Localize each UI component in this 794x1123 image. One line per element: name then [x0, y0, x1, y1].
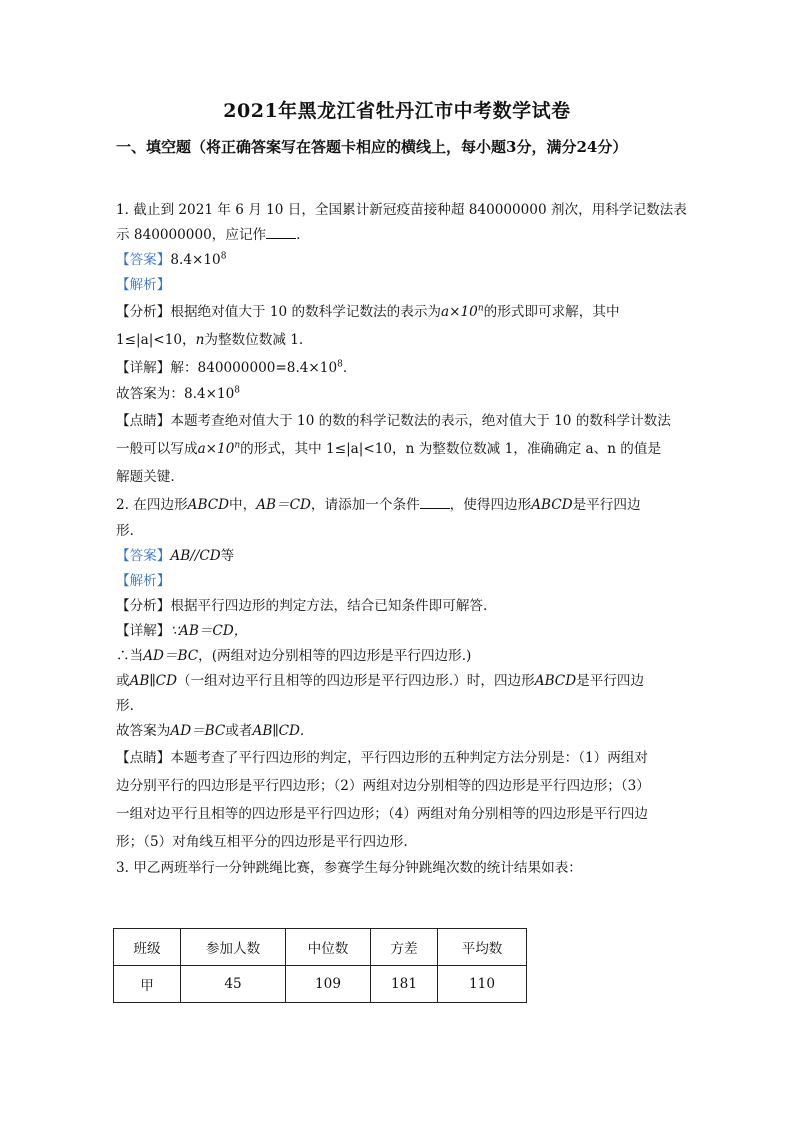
q2-result-a: 故答案为 — [116, 723, 171, 739]
q2-detail-text: ∵AB＝CD， — [170, 623, 248, 639]
q1-dianjing-1 — [116, 407, 682, 435]
q1-detail-end: . — [342, 360, 348, 376]
q2-fenxi-tag: 【分析】 — [116, 598, 171, 614]
table-header-cell: 方差 — [371, 929, 438, 966]
q1-dianjing-2 — [116, 435, 682, 463]
q2-line-2: 形. — [116, 523, 134, 539]
q2-analysis-label: 【解析】 — [116, 573, 171, 589]
q1-detail-tag: 【详解】 — [116, 360, 171, 376]
q1-answer — [116, 248, 682, 273]
q2-dianjing-2: 边分别平行的四边形是平行四边形；（2）两组对边分别相等的四边形是平行四边形；（3） — [116, 778, 650, 794]
q2-fenxi — [116, 594, 682, 619]
q1-analysis-tag — [116, 273, 682, 298]
q2-result-e: . — [299, 723, 305, 739]
table-header-cell: 参加人数 — [181, 929, 286, 966]
q2-detail-tag: 【详解】 — [116, 623, 171, 639]
q2-text-a: 2. 在四边形 — [116, 497, 188, 513]
q2-result — [116, 719, 682, 744]
q1-fenxi-range: 1≤|a|<10， — [116, 332, 196, 348]
q1-dianjing-formula-exp: n — [234, 440, 241, 451]
q1-dianjing-line-2a: 一般可以写成 — [116, 441, 198, 457]
q2-abcd-2: ABCD — [531, 497, 573, 513]
q1-dianjing-formula: a×10 — [197, 441, 235, 457]
q2-d1a: ∴当 — [116, 648, 144, 664]
q1-answer-value: 8.4×10 — [170, 252, 221, 268]
q1-fenxi-range-end: 为整数位数减 1. — [204, 332, 304, 348]
q2-detail-line-1 — [116, 644, 682, 669]
q1-fenxi-formula: a×10 — [441, 304, 478, 320]
q1-fenxi-text-1: 根据绝对值大于 10 的数科学记数法的表示为 — [170, 304, 442, 320]
q2-d1c: ，(两组对边分别相等的四边形是平行四边形.) — [198, 648, 472, 664]
q2-result-b: AD＝BC — [170, 723, 226, 739]
table-cell: 110 — [438, 966, 527, 1003]
page-title: 2021年黑龙江省牡丹江市中考数学试卷 — [223, 100, 571, 122]
q2-detail — [116, 619, 682, 644]
q2-detail-line-3: 形. — [116, 698, 134, 714]
q3-line-1: 3. 甲乙两班举行一分钟跳绳比赛，参赛学生每分钟跳绳次数的统计结果如表： — [116, 860, 582, 876]
q1-dianjing-line-2b: 的形式，其中 1≤|a|<10，n 为整数位数减 1，准确确定 a、n 的值是 — [240, 441, 662, 457]
q2-fenxi-text: 根据平行四边形的判定方法，结合已知条件即可解答. — [170, 598, 488, 614]
q2-dianjing-1 — [116, 744, 682, 772]
q1-dianjing-line-1: 本题考查绝对值大于 10 的数的科学记数法的表示，绝对值大于 10 的数科学计数法 — [170, 413, 671, 429]
q1-fenxi — [116, 298, 682, 326]
q2-answer-blank — [420, 494, 450, 509]
q1-fenxi-text-2: 的形式即可求解，其中 — [483, 304, 620, 320]
q2-text-d: ，使得四边形 — [449, 497, 532, 513]
q2-text-b: 中， — [229, 497, 257, 513]
q1-fenxi-line-2 — [116, 326, 682, 354]
q2-analysis-tag — [116, 569, 682, 594]
q2-answer-suffix: 等 — [220, 548, 235, 564]
q2-ab-eq-cd: AB＝CD — [256, 497, 311, 513]
q2-line-1 — [116, 491, 682, 519]
q1-dianjing-tag: 【点睛】 — [116, 413, 171, 429]
q1-dianjing-3: 解题关键. — [116, 469, 175, 485]
q1-detail-exp: 8 — [337, 359, 343, 370]
q2-abcd: ABCD — [187, 497, 230, 513]
q2-d1b: AD＝BC — [143, 648, 199, 664]
q1-result-exp: 8 — [234, 385, 241, 396]
q2-result-d: AB∥CD — [252, 723, 300, 739]
q2-d2b: AB∥CD — [129, 673, 177, 689]
q1-line-2 — [116, 223, 682, 248]
q2-d2c: （一组对边平行且相等的四边形是平行四边形.）时，四边形 — [176, 673, 535, 689]
q2-dianjing-4: 形；（5）对角线互相平分的四边形是平行四边形. — [116, 834, 408, 850]
q2-result-c: 或者 — [225, 723, 253, 739]
q1-answer-blank — [266, 224, 296, 239]
section-heading: 一、填空题（将正确答案写在答题卡相应的横线上，每小题3分，满分24分） — [116, 138, 628, 156]
q2-answer-tag: 【答案】 — [116, 548, 171, 564]
q2-text-e: 是平行四边 — [572, 497, 641, 513]
q1-result — [116, 382, 682, 407]
q1-detail-text: 解：840000000=8.4×10 — [170, 360, 338, 376]
q2-dianjing-line-1: 本题考查了平行四边形的判定，平行四边形的五种判定方法分别是：（1）两组对 — [170, 750, 649, 766]
q2-detail-line-2 — [116, 669, 682, 694]
q1-analysis-label: 【解析】 — [116, 277, 171, 293]
stats-table — [113, 928, 527, 1003]
q2-dianjing-tag: 【点睛】 — [116, 750, 171, 766]
table-cell: 181 — [371, 966, 438, 1003]
table-cell: 109 — [286, 966, 371, 1003]
q2-d2e: 是平行四边 — [576, 673, 645, 689]
q1-fenxi-n: n — [195, 332, 205, 348]
q1-line-1: 1. 截止到 2021 年 6 月 10 日，全国累计新冠疫苗接种超 840000000 剂次，用科学记数法表 — [116, 202, 687, 218]
q2-answer-value: AB//CD — [170, 548, 221, 564]
table-cell: 45 — [181, 966, 286, 1003]
table-cell: 甲 — [114, 966, 181, 1003]
q1-answer-exponent: 8 — [220, 251, 227, 262]
table-header-cell: 中位数 — [286, 929, 371, 966]
table-row — [114, 966, 527, 1003]
question-body — [116, 198, 687, 881]
q1-detail — [116, 354, 682, 382]
q2-text-c: ，请添加一个条件 — [310, 497, 420, 513]
table-header-cell: 班级 — [114, 929, 181, 966]
q1-result-text: 故答案为：8.4×10 — [116, 386, 235, 402]
q1-fenxi-formula-exp: n — [477, 303, 484, 314]
q1-fenxi-tag: 【分析】 — [116, 304, 171, 320]
q2-dianjing-3: 一组对边平行且相等的四边形是平行四边形；（4）两组对角分别相等的四边形是平行四边 — [116, 806, 649, 822]
q2-d2d: ABCD — [534, 673, 577, 689]
q2-d2a: 或 — [116, 673, 130, 689]
q1-line-2-end: . — [296, 227, 301, 243]
q1-line-2-text: 示 840000000，应记作 — [116, 227, 267, 243]
table-header-cell: 平均数 — [438, 929, 527, 966]
q1-answer-tag: 【答案】 — [116, 252, 171, 268]
q2-answer — [116, 544, 682, 569]
table-header-row — [114, 929, 527, 966]
